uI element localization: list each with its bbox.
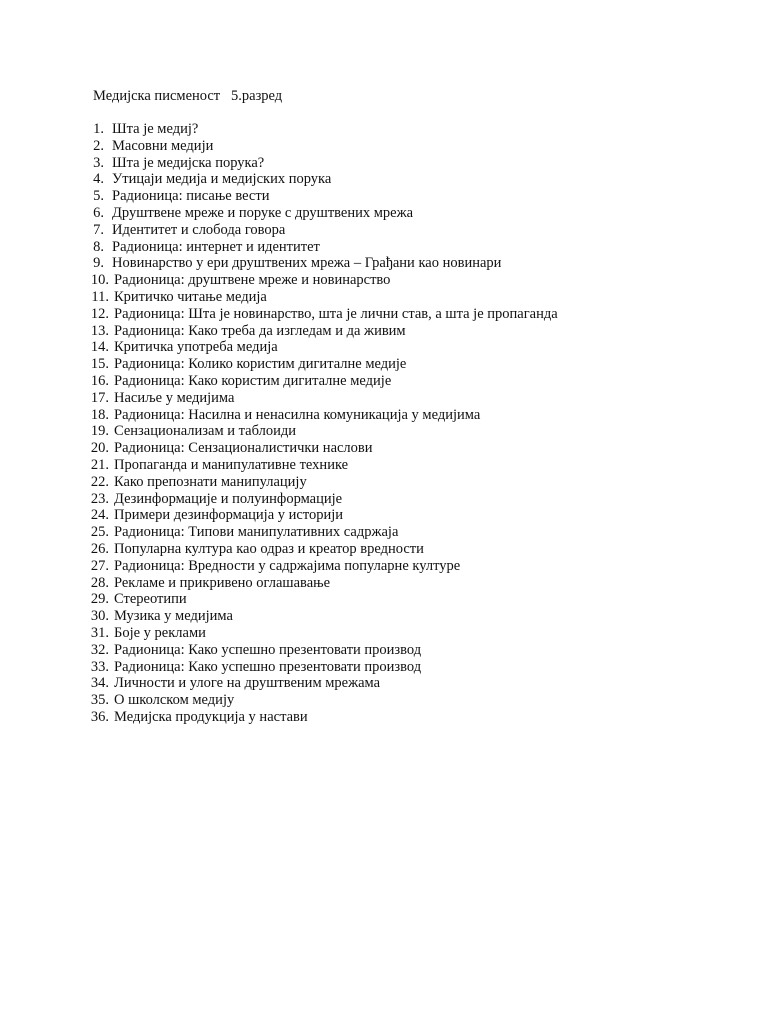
- list-item-text: Радионица: Како треба да изгледам и да живим: [114, 322, 406, 339]
- list-item-text: Примери дезинформација у историји: [114, 507, 344, 524]
- list-item: [0, 507, 558, 524]
- list-item: [0, 642, 558, 659]
- list-item-text: Личности и улоге на друштвеним мрежама: [114, 675, 381, 692]
- list-item: [0, 306, 558, 323]
- list-item-number: 28.: [90, 574, 109, 591]
- list-item-text: Радионица: интернет и идентитет: [112, 238, 320, 255]
- list-item-text: Музика у медијима: [114, 608, 233, 625]
- list-item: [0, 373, 558, 390]
- list-item-text: Популарна култура као одраз и креатор вредности: [114, 540, 424, 557]
- list-item-number: 4.: [93, 171, 104, 188]
- list-item-text: Шта је медиј?: [112, 121, 199, 137]
- list-item: [0, 591, 558, 608]
- list-item-text: Новинарство у ери друштвених мрежа – Грађани као новинари: [112, 255, 502, 272]
- list-item: [0, 541, 558, 558]
- list-item: [0, 474, 558, 491]
- list-item-number: 13.: [90, 322, 109, 339]
- list-item-number: 8.: [93, 238, 104, 255]
- list-item-number: 31.: [90, 624, 109, 641]
- list-item-number: 33.: [90, 658, 109, 675]
- list-item-number: 32.: [90, 641, 109, 658]
- list-item-number: 36.: [90, 708, 109, 725]
- list-item-number: 14.: [90, 339, 109, 356]
- list-item: [0, 239, 558, 256]
- list-item-number: 11.: [91, 288, 109, 305]
- list-item-number: 2.: [93, 137, 104, 154]
- list-item-number: 3.: [93, 154, 104, 171]
- list-item: [0, 709, 558, 726]
- list-item-number: 19.: [90, 423, 109, 440]
- list-item-text: Критичка употреба медија: [114, 339, 278, 356]
- list-item-number: 35.: [90, 692, 109, 709]
- list-item-text: Стереотипи: [114, 591, 187, 608]
- list-item: [0, 171, 558, 188]
- list-item-number: 25.: [90, 524, 109, 541]
- topic-list: [0, 121, 558, 726]
- list-item: [0, 390, 558, 407]
- list-item-text: Друштвене мреже и поруке с друштвених мрежа: [112, 204, 414, 221]
- list-item-text: Радионица: писање вести: [112, 188, 270, 205]
- list-item: [0, 659, 558, 676]
- list-item-number: 9.: [93, 255, 104, 272]
- list-item-text: Радионица: Како користим дигиталне медије: [114, 372, 392, 389]
- list-item: [0, 255, 558, 272]
- list-item-number: 16.: [90, 372, 109, 389]
- list-item-text: Радионица: Типови манипулативних садржаја: [114, 524, 399, 541]
- list-item: [0, 121, 558, 138]
- list-item: [0, 407, 558, 424]
- list-item-number: 5.: [93, 188, 104, 205]
- list-item-number: 29.: [90, 591, 109, 608]
- list-item-number: 18.: [90, 406, 109, 423]
- list-item: [0, 138, 558, 155]
- list-item-text: Радионица: Насилна и ненасилна комуникација у медијима: [114, 406, 481, 423]
- list-item: [0, 440, 558, 457]
- list-item: [0, 339, 558, 356]
- list-item: [0, 524, 558, 541]
- list-item-text: Радионица: Шта је новинарство, шта је лични став, а шта је пропаганда: [114, 305, 558, 322]
- list-item-text: Радионица: Вредности у садржајима популарне културе: [114, 557, 461, 574]
- list-item: [0, 323, 558, 340]
- list-item: [0, 675, 558, 692]
- list-item-text: Радионица: друштвене мреже и новинарство: [114, 272, 391, 289]
- list-item-text: Дезинформације и полуинформације: [114, 490, 343, 507]
- list-item-text: Боје у реклами: [114, 624, 206, 641]
- list-item-number: 6.: [93, 204, 104, 221]
- list-item-number: 30.: [90, 608, 109, 625]
- list-item-number: 17.: [90, 389, 109, 406]
- list-item: [0, 692, 558, 709]
- list-item-number: 1.: [93, 121, 104, 137]
- list-item-number: 10.: [90, 272, 109, 289]
- list-item: [0, 356, 558, 373]
- list-item: [0, 625, 558, 642]
- list-item-number: 26.: [90, 540, 109, 557]
- list-item: [0, 575, 558, 592]
- list-item-number: 27.: [90, 557, 109, 574]
- list-item: [0, 272, 558, 289]
- list-item-text: Рекламе и прикривено оглашавање: [114, 574, 331, 591]
- list-item-text: Шта је медијска порука?: [112, 154, 265, 171]
- list-item-number: 7.: [93, 221, 104, 238]
- list-item-text: Насиље у медијима: [114, 389, 235, 406]
- list-item: [0, 289, 558, 306]
- list-item-text: Пропаганда и манипулативне технике: [114, 456, 349, 473]
- list-item-text: Радионица: Сензационалистички наслови: [114, 440, 373, 457]
- list-item-text: О школском медију: [114, 692, 235, 709]
- list-item-text: Идентитет и слобода говора: [112, 221, 286, 238]
- list-item-text: Радионица: Колико користим дигиталне медије: [114, 356, 407, 373]
- list-item: [0, 222, 558, 239]
- list-item: [0, 205, 558, 222]
- list-item-number: 23.: [90, 490, 109, 507]
- list-item: [0, 491, 558, 508]
- list-item: [0, 423, 558, 440]
- list-item-text: Како препознати манипулацију: [114, 473, 307, 490]
- list-item-number: 20.: [90, 440, 109, 457]
- list-item-text: Утицаји медија и медијских порука: [112, 171, 332, 188]
- list-item-number: 21.: [90, 456, 109, 473]
- list-item: [0, 608, 558, 625]
- list-item: [0, 558, 558, 575]
- list-item: [0, 188, 558, 205]
- list-item-text: Критичко читање медија: [114, 288, 267, 305]
- list-item-text: Медијска продукција у настави: [114, 708, 308, 725]
- list-item: [0, 155, 558, 172]
- list-item-text: Сензационализам и таблоиди: [114, 423, 296, 440]
- list-item-number: 22.: [90, 473, 109, 490]
- list-item-text: Радионица: Како успешно презентовати производ: [114, 658, 422, 675]
- list-item: [0, 457, 558, 474]
- list-item-number: 15.: [90, 356, 109, 373]
- list-item-text: Радионица: Како успешно презентовати производ: [114, 641, 422, 658]
- list-item-text: Масовни медији: [112, 137, 214, 154]
- list-item-number: 34.: [90, 675, 109, 692]
- list-item-number: 12.: [90, 305, 109, 322]
- document-title: Медијска писменост 5.разред: [93, 88, 283, 104]
- list-item-number: 24.: [90, 507, 109, 524]
